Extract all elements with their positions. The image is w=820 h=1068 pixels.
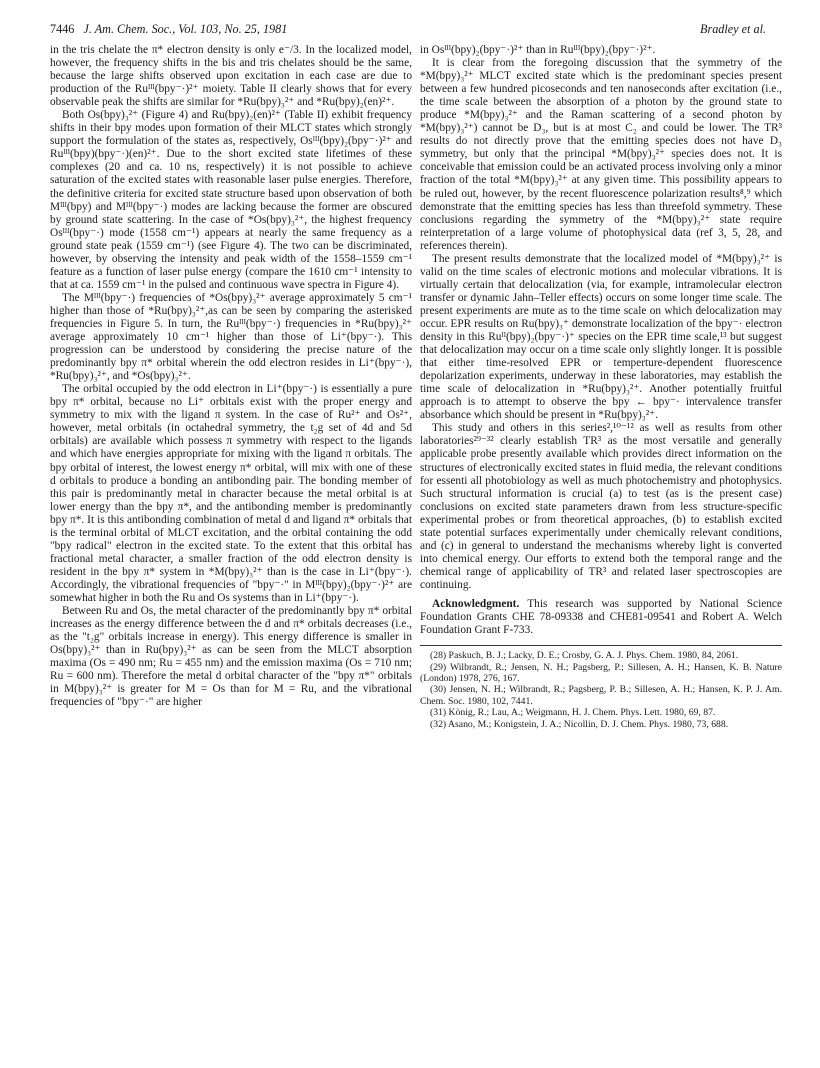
paragraph: in Osᴵᴵᴵ(bpy)₂(bpy⁻·)²⁺ than in Ruᴵᴵᴵ(bpy)₂(bpy⁻·)²⁺. — [420, 44, 656, 56]
acknowledgment-title: Acknowledgment. — [432, 597, 520, 610]
paragraph: Both Os(bpy)₃²⁺ (Figure 4) and Ru(bpy)₂(en)²⁺ (Table II) exhibit frequency shifts in their bpy modes upon formation of their MLCT states which strongly support the formulation of the states as, respectively, Osᴵᴵᴵ(bpy)₂(bpy⁻·)²⁺ and Ruᴵᴵᴵ(bpy)(bpy⁻·)(en)²⁺. Due to the short excited state lifetimes of these complexes (20 and ca. 10 ns, respectively) it is not possible to achieve saturation of the excited states with reasonable laser pulse energies. Therefore, the definitive criteria for excited state structure based upon observation of both Mᴵᴵᴵ(bpy) and Mᴵᴵᴵ(bpy⁻·) modes are lacking because the former are obscured by ground state scattering. In the case of *Os(bpy)₃²⁺, the highest frequency Osᴵᴵᴵ(bpy⁻·) mode (1558 cm⁻¹) appears at nearly the same frequency as a ground state peak (1559 cm⁻¹) (see Figure 4). The two can be discriminated, however, by observing the intensity and peak width of the 1558–1559 cm⁻¹ feature as a function of laser pulse energy (compare the 1610 cm⁻¹ intensity to that at ca. 1559 cm⁻¹ in the pulsed and continuous wave spectra in Figure 4). — [50, 109, 412, 291]
paragraph: The present results demonstrate that the localized model of *M(bpy)₃²⁺ is valid on the time scales of electronic motions and molecular vibrations. It is virtually certain that delocalization (via, for example, intramolecular electron transfer or dynamic Jahn–Teller effects) occurs on some longer time scale. The present experiments are mute as to the time scale on which delocalization may occur. EPR results on Ru(bpy)₃⁺ demonstrate localization of the bpy⁻· electron density in this Ruᴵᴵ(bpy)₂(bpy⁻·)⁺ species on the EPR time scale,¹³ but suggest that delocalization may occur on a time scale only slightly longer. It is possible that either time-resolved EPR or temperture-dependent fluorescence depolarization experiments, underway in these laboratories, may establish the time scale of delocalization in *Ru(bpy)₃²⁺. Another potentially fruitful approach is to attempt to observe the bpy ← bpy⁻· intervalence transfer absorbance which should be present in *Ru(bpy)₃²⁺. — [420, 252, 782, 422]
paragraph: The orbital occupied by the odd electron in Li⁺(bpy⁻·) is essentially a pure bpy π* orbital, because no Li⁺ orbitals exist with the proper energy and symmetry to mix with the ligand π system. In the case of Ru²⁺ and Os²⁺, however, metal orbitals (in octahedral symmetry, the t₂g set of 4d and 5d orbitals) are available which possess π symmetry with respect to the ligands and which have energies appropriate for mixing with the ligand π orbitals. The bpy orbital of interest, the lowest energy π* orbital, will mix with one of these d orbitals to produce a bonding an antibonding pair. The bonding member of this pair is predominantly metal in character because the metal orbital is at lower energy than the bpy π*, and the antibonding member is predominantly bpy π*. It is this antibonding combination of metal d and ligand π* orbitals that is the terminal orbital of MLCT excitation, and the orbital containing the odd "bpy radical" electron in the excited state. To the extent that this orbital has fractional metal character, a smaller fraction of the odd electron density is resident in the bpy π* system in *M(bpy)₃²⁺ than is the case in Li⁺(bpy⁻·). Accordingly, the vibrational frequencies of "bpy⁻·" in Mᴵᴵᴵ(bpy)₂(bpy⁻·)²⁺ are somewhat higher in both the Ru and Os systems than in Li⁺(bpy⁻·). — [50, 383, 412, 604]
left-column — [50, 44, 412, 709]
reference-item: (32) Asano, M.; Konigstein, J. A.; Nicollin, D. J. Chem. Phys. 1980, 73, 688. — [430, 718, 729, 730]
header-left — [50, 22, 287, 37]
acknowledgment — [420, 598, 782, 637]
paragraph: The Mᴵᴵᴵ(bpy⁻·) frequencies of *Os(bpy)₃²⁺ average approximately 5 cm⁻¹ higher than those of *Ru(bpy)₃²⁺,as can be seen by comparing the asterisked frequencies in Figure 5. In turn, the Ruᴵᴵᴵ(bpy⁻·) frequencies in *Ru(bpy)₃²⁺ average approximately 10 cm⁻¹ higher than those of Li⁺(bpy⁻·). This progression can be understood by considering the precise nature of the predominantly bpy π* orbital wherein the odd electron resides in Li⁺(bpy⁻·), *Ru(bpy)₃²⁺, and *Os(bpy)₃²⁺. — [50, 291, 412, 383]
paragraph: in the tris chelate the π* electron density is only e⁻/3. In the localized model, however, the frequency shifts in the bis and tris chelates should be the same, because the large shifts observed upon excitation in each case are due to production of the Ruᴵᴵᴵ(bpy⁻·)²⁺ moiety. Table II clearly shows that for every observable peak the shifts are similar for *Ru(bpy)₃²⁺ and *Ru(bpy)₂(en)²⁺. — [50, 44, 412, 109]
reference-item: (30) Jensen, N. H.; Wilbrandt, R.; Pagsberg, P. B.; Sillesen, A. H.; Hansen, K. P. J. Am. Chem. Soc. 1980, 102, 7441. — [420, 684, 782, 707]
acknowledgment-text: This research was supported by National Science Foundation Grants CHE 78-09338 and CHE81-09541 and Robert A. Welch Foundation Grant F-733. — [420, 597, 782, 637]
right-column — [420, 44, 782, 730]
paragraph: This study and others in this series²,¹⁰⁻¹² as well as results from other laboratories²⁹⁻³² clearly establish TR³ as the most versatile and generally applicable probe presently available which provides direct information on the structures of electronically excited states in fluid media, the relevant conditions for essenti all photobiology as well as much photochemistry and photophysics. Such structural information is crucial (a) to test (as is the present case) conclusions on excited state parameters drawn from less structure-specific experimental probes or from theoretical approaches, (b) to establish excited state potential surfaces experimentally under chemically relevant conditions, and (c) in general to understand the mechanisms whereby light is converted into chemical energy. Our efforts to extend both the temporal range and the chemical range of applicability of TR³ and related laser spectroscopies are continuing. — [420, 422, 782, 591]
references-divider — [420, 645, 782, 646]
running-author: Bradley et al. — [700, 22, 766, 36]
reference-item: (31) König, R.; Lau, A.; Weigmann, H. J. Chem. Phys. Lett. 1980, 69, 87. — [430, 707, 716, 719]
reference-item: (28) Paskuch, B. J.; Lacky, D. E.; Crosby, G. A. J. Phys. Chem. 1980, 84, 2061. — [430, 650, 739, 662]
reference-item: (29) Wilbrandt, R.; Jensen, N. H.; Pagsberg, P.; Sillesen, A. H.; Hansen, K. B. Nature (London) 1978, 276, 167. — [420, 661, 782, 684]
running-header — [50, 22, 766, 40]
page-number: 7446 — [50, 22, 75, 36]
references-list — [420, 650, 782, 730]
journal-citation: J. Am. Chem. Soc., Vol. 103, No. 25, 1981 — [83, 22, 288, 36]
paragraph: It is clear from the foregoing discussion that the symmetry of the *M(bpy)₃²⁺ MLCT excited state which is the predominant species present between a few hundred picoseconds and ten nanoseconds after excitation (i.e., the time scale between the absorption of a photon by the ground state to produce *M(bpy)₃²⁺ and the Raman scattering of a second photon by *M(bpy)₃²⁺) cannot be D₃, but is at most C₂ and could be lower. The TR³ results do not directly prove that the emitting species does not have D₃ symmetry, but only that the principal *M(bpy)₃²⁺ species does not. It is conceivable that emission could be an activated process involving only a minor fraction of the total *M(bpy)₃²⁺ at any given time. This possibility appears to be ruled out, however, by the recent fluorescence polarization results⁸,⁹ which demonstrate that the emitting species has less than threefold symmetry. These conclusions regarding the symmetry of the *M(bpy)₃²⁺ state require reinterpretation of a large volume of photophysical data (ref 3, 5, 28, and references therein). — [420, 57, 782, 252]
paragraph: Between Ru and Os, the metal character of the predominantly bpy π* orbital increases as the energy difference between the d and π* orbitals decreases (i.e., as the "t₂g" orbitals increase in energy). This energy difference is smaller in Os(bpy)₃²⁺ than in Ru(bpy)₃²⁺ as can be seen from the MLCT absorption maxima (Os = 490 nm; Ru = 455 nm) and the emission maxima (Os = 710 nm; Ru = 600 nm). Therefore the metal d orbital character of the "bpy π*" orbitals in M(bpy)₃²⁺ is greater for M = Os than for M = Ru, and the vibrational frequencies of "bpy⁻·" are higher — [50, 605, 412, 709]
